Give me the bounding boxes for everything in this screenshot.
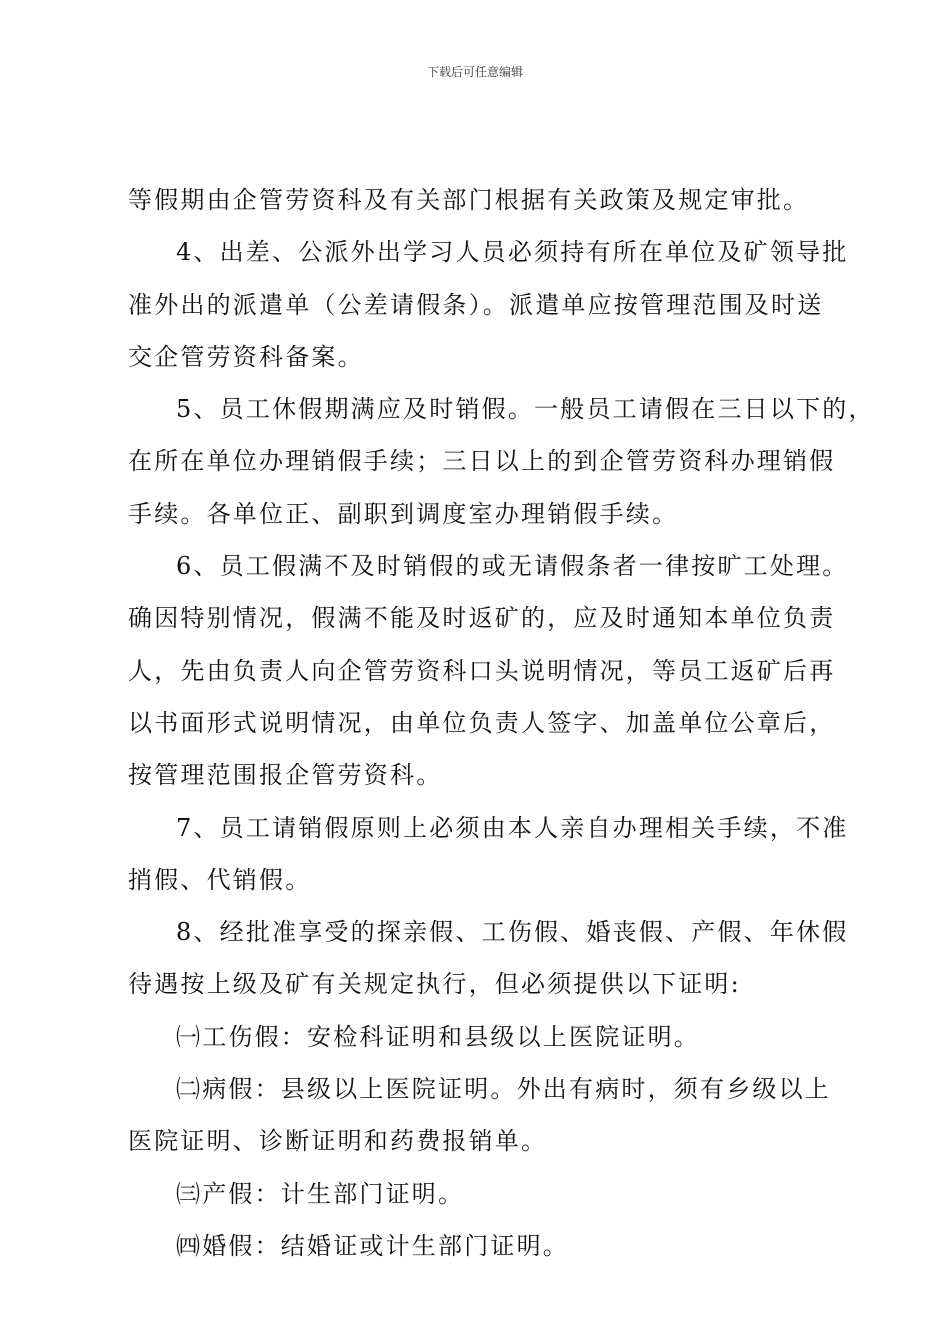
page-header: 下载后可任意编辑 (426, 65, 523, 79)
text-line: 6、员工假满不及时销假的或无请假条者一律按旷工处理。 (176, 552, 849, 581)
text-line: 8、经批准享受的探亲假、工伤假、婚丧假、产假、年休假 (176, 918, 849, 947)
text-line: 手续。各单位正、副职到调度室办理销假手续。 (128, 499, 679, 528)
text-line: 以书面形式说明情况，由单位负责人签字、加盖单位公章后， (128, 708, 836, 737)
text-line: 待遇按上级及矿有关规定执行，但必须提供以下证明: (128, 970, 741, 999)
text-line: ㈣婚假：结婚证或计生部门证明。 (176, 1231, 569, 1260)
text-line: 确因特别情况，假满不能及时返矿的，应及时通知本单位负责 (128, 604, 836, 633)
text-line: 医院证明、诊断证明和药费报销单。 (128, 1127, 548, 1156)
text-line: 4、出差、公派外出学习人员必须持有所在单位及矿领导批 (176, 238, 849, 267)
text-line: 人，先由负责人向企管劳资科口头说明情况，等员工返矿后再 (128, 656, 836, 685)
text-line: 7、员工请销假原则上必须由本人亲自办理相关手续，不准 (176, 813, 849, 842)
text-line: 在所在单位办理销假手续；三日以上的到企管劳资科办理销假 (128, 447, 836, 476)
text-line: ㈠工伤假：安检科证明和县级以上医院证明。 (176, 1022, 700, 1051)
text-line: 交企管劳资科备案。 (128, 342, 364, 371)
text-line: 准外出的派遣单（公差请假条）。派遣单应按管理范围及时送 (128, 290, 824, 319)
text-line: 5、员工休假期满应及时销假。一般员工请假在三日以下的， (176, 395, 875, 424)
text-line: ㈢产假：计生部门证明。 (176, 1179, 465, 1208)
text-line: 捎假、代销假。 (128, 865, 312, 894)
text-line: ㈡病假：县级以上医院证明。外出有病时，须有乡级以上 (176, 1075, 831, 1104)
document-body (128, 180, 875, 1278)
text-line: 按管理范围报企管劳资科。 (128, 761, 443, 790)
text-line: 等假期由企管劳资科及有关部门根据有关政策及规定审批。 (128, 186, 810, 214)
